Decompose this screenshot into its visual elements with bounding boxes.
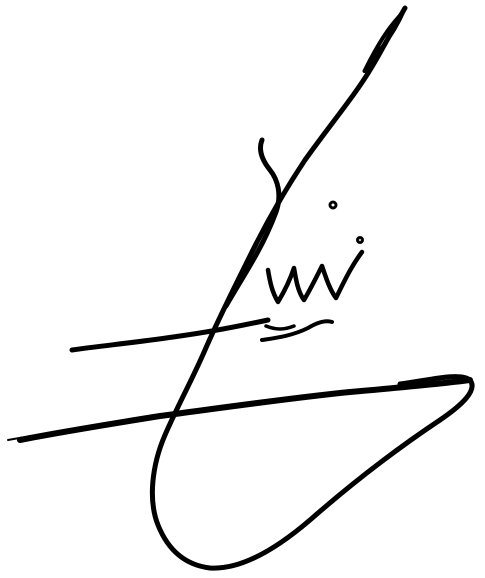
signature-curl-2 <box>266 326 294 329</box>
signature-horizontal-lower <box>20 380 470 440</box>
signature-dot-2 <box>358 238 363 243</box>
signature-horizontal-upper <box>72 320 268 350</box>
signature-dot-1 <box>330 202 336 208</box>
signature-curl <box>262 321 332 340</box>
signature-small-letters <box>268 252 362 302</box>
